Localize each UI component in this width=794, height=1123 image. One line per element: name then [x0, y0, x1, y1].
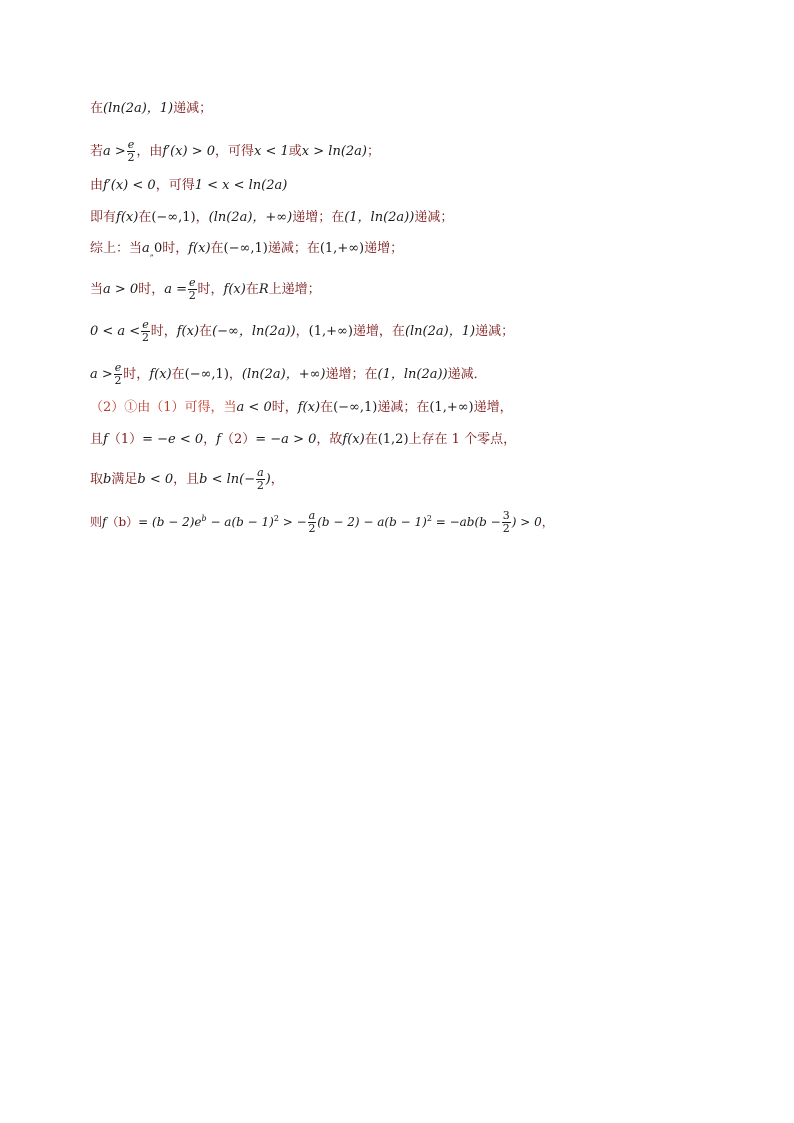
- math: f(x): [116, 210, 139, 225]
- fraction: [127, 139, 136, 164]
- text: ，由: [136, 144, 163, 159]
- text: 递增；在: [325, 367, 378, 382]
- fraction: [256, 467, 265, 492]
- math: R: [258, 282, 269, 297]
- text: 递增，: [473, 400, 513, 415]
- text: ，可得: [155, 178, 195, 193]
- text: 递增；: [364, 241, 404, 256]
- text: 递减；: [414, 210, 454, 225]
- text: ，: [270, 472, 284, 487]
- text: 递减；: [475, 324, 515, 339]
- numerator: e: [189, 276, 196, 289]
- math: a >: [90, 367, 113, 382]
- math: b < ln(−: [199, 472, 256, 487]
- text: 递增；在: [292, 210, 345, 225]
- text: 或: [288, 144, 302, 159]
- text-line-11: [90, 467, 740, 492]
- math: f(x): [176, 324, 200, 339]
- text: （b）: [106, 515, 139, 529]
- text: 且: [90, 432, 104, 447]
- numerator: e: [127, 138, 135, 151]
- text: （2）①由（1）可得，当: [90, 400, 237, 415]
- text: 在: [171, 367, 185, 382]
- math: „: [149, 248, 154, 258]
- math: x > ln(2a): [301, 144, 367, 159]
- text: 取: [90, 472, 104, 487]
- text: 在: [199, 324, 213, 339]
- math: (1,+∞): [429, 400, 474, 415]
- fraction: [114, 362, 123, 387]
- fraction: [308, 510, 317, 535]
- math: f(x): [342, 432, 365, 447]
- math: x < 1: [254, 144, 289, 159]
- math: ) > 0: [511, 515, 542, 529]
- math: (b − 2) − a(b − 1): [317, 515, 427, 529]
- text: ，可得: [215, 144, 255, 159]
- text: ，: [195, 210, 209, 225]
- text: 时，: [271, 400, 298, 415]
- text: 在: [138, 210, 152, 225]
- math: (ln(2a)，+∞): [241, 367, 326, 382]
- math: f′(x) > 0: [162, 144, 215, 159]
- math: 1 < x < ln(2a): [194, 178, 288, 193]
- math: (ln(2a)，+∞): [208, 210, 293, 225]
- math: − a(b − 1): [206, 515, 274, 529]
- text: 上递增；: [268, 282, 321, 297]
- math: (−∞,1): [184, 367, 229, 382]
- math: = −a > 0: [255, 432, 317, 447]
- numerator: a: [257, 466, 264, 479]
- text: 若: [90, 144, 104, 159]
- math: (1,+∞): [308, 324, 353, 339]
- math: f(x): [223, 282, 246, 297]
- fraction: [502, 510, 511, 535]
- math: a: [142, 241, 150, 256]
- text: 综上：当: [90, 241, 143, 256]
- math: f′(x) < 0: [103, 178, 156, 193]
- text: 上存在 1 个零点，: [408, 432, 517, 447]
- math: (1，ln(2a)): [344, 210, 415, 225]
- math: 0: [153, 241, 163, 256]
- fraction: [141, 319, 150, 344]
- text: ，故: [316, 432, 343, 447]
- text: 时，: [138, 282, 165, 297]
- denominator: 2: [308, 522, 316, 535]
- math: a >: [103, 144, 126, 159]
- text-line-10: [90, 431, 740, 449]
- text: ，且: [173, 472, 200, 487]
- math: 2: [426, 514, 432, 523]
- text: 时，: [150, 324, 177, 339]
- math: f: [103, 432, 108, 447]
- math: f: [102, 515, 107, 529]
- denominator: 2: [188, 289, 196, 302]
- math: a =: [164, 282, 187, 297]
- numerator: a: [308, 509, 316, 522]
- math: (ln(2a)，1): [404, 324, 476, 339]
- text: 时，: [197, 282, 224, 297]
- text: 在: [210, 241, 224, 256]
- text: 递减；: [173, 101, 213, 116]
- math: (−∞，ln(2a)): [212, 324, 296, 339]
- text: 递减．: [447, 367, 487, 382]
- math: (−∞,1): [333, 400, 378, 415]
- math: 0 < a <: [90, 324, 141, 339]
- math: > −: [278, 515, 307, 529]
- text: 在: [245, 282, 259, 297]
- math: b: [201, 514, 207, 523]
- math: 2: [273, 514, 279, 523]
- math: b < 0: [137, 472, 174, 487]
- text: 在: [320, 400, 334, 415]
- text: ；: [366, 144, 380, 159]
- numerator: e: [142, 318, 149, 331]
- numerator: 3: [502, 509, 510, 522]
- text: 递减；在: [267, 241, 320, 256]
- text-line-3: [90, 177, 740, 195]
- text-line-6: [90, 277, 740, 302]
- text: 即有: [90, 210, 117, 225]
- denominator: 2: [141, 331, 149, 344]
- text: 时，: [162, 241, 189, 256]
- math: = (b − 2)e: [138, 515, 202, 529]
- math: a < 0: [236, 400, 272, 415]
- text: ，: [203, 432, 217, 447]
- math: = −e < 0: [142, 432, 204, 447]
- text-line-2: [90, 139, 740, 164]
- text: 递增，在: [352, 324, 405, 339]
- math: a > 0: [103, 282, 139, 297]
- text: （2）: [220, 432, 256, 447]
- text: 在: [364, 432, 378, 447]
- text: 当: [90, 282, 104, 297]
- text-line-4: [90, 209, 740, 227]
- math: (1,+∞): [319, 241, 365, 256]
- text-line-5: [90, 240, 740, 263]
- denominator: 2: [502, 522, 510, 535]
- math: f: [216, 432, 221, 447]
- text: ，: [228, 367, 242, 382]
- denominator: 2: [256, 479, 264, 492]
- math: f(x): [188, 241, 211, 256]
- denominator: 2: [114, 374, 122, 387]
- text: ，: [295, 324, 309, 339]
- fraction: [188, 277, 197, 302]
- text: 时，: [123, 367, 150, 382]
- text: 则: [90, 515, 103, 529]
- text: （1）: [107, 432, 143, 447]
- text: 由: [90, 178, 104, 193]
- math: = −ab(b −: [431, 515, 501, 529]
- math: b: [103, 472, 112, 487]
- math: (ln(2a)，1): [103, 101, 174, 116]
- text: 在: [90, 101, 104, 116]
- math: f(x): [297, 400, 321, 415]
- text-line-7: [90, 319, 740, 344]
- math: (1,2): [377, 432, 409, 447]
- text: ，: [541, 515, 554, 529]
- math: (−∞,1): [151, 210, 196, 225]
- math: (1，ln(2a)): [377, 367, 448, 382]
- denominator: 2: [127, 151, 135, 164]
- text-line-8: [90, 362, 740, 387]
- math: f(x): [149, 367, 172, 382]
- numerator: e: [114, 361, 122, 374]
- text: 满足: [111, 472, 138, 487]
- math: (−∞,1): [223, 241, 268, 256]
- text: 递减；在: [377, 400, 430, 415]
- math: ): [265, 472, 271, 487]
- text-line-12: [90, 510, 740, 535]
- text-line-9: [90, 399, 740, 417]
- text-line-1: [90, 100, 740, 118]
